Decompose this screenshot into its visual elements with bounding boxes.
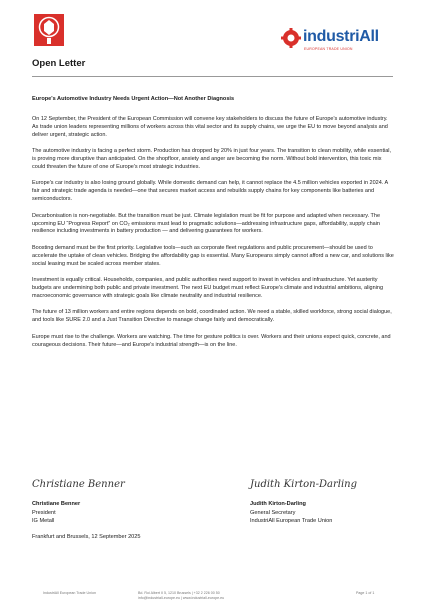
signatory-name: Judith Kirton-Darling (250, 501, 306, 507)
paragraph: Investment is equally critical. Households, companies, and public authorities need support to invest in vehicles and infrastructure. Yet austerity budgets are undermining both public and private investment. The next EU budget must reflect Europe's climate and industrial ambitions, aligning macroeconomic governance with strategic goals like climate neutrality and industrial resilience. (32, 277, 384, 299)
paragraph: Europe's car industry is also losing ground globally. While domestic demand can help, it cannot replace the 4.5 million vehicles exported in 2024. A fair and strategic trade agenda is needed—one that secures market access and rebuilds supply chains for key components like batteries and semiconductors. (32, 180, 388, 203)
paragraph: The automotive industry is facing a perfect storm. Production has dropped by 20% in just four years. The transition to clean mobility, while essential, is proving more disruptive than anticipated. On the shopfloor, anxiety and anger are becoming the norm. Without bold intervention, this toxic mix could threaten the future of one of Europe's most strategic industries. (32, 148, 392, 171)
industriall-tagline: EUROPEAN TRADE UNION (304, 47, 353, 51)
signatory-block-kirton-darling (250, 500, 332, 526)
ig-metall-logo (34, 14, 64, 46)
signatory-title: General Secretary (250, 509, 296, 516)
industriall-wordmark: industriAll (303, 28, 379, 45)
industriall-logo (281, 26, 401, 52)
footer-contact-line: info@industriall-europe.eu | www.industriall-europe.eu (138, 596, 225, 600)
letter-subject: Europe's Automotive Industry Needs Urgent Action—Not Another Diagnosis (32, 96, 235, 102)
page-footer (0, 591, 425, 600)
paragraph: Boosting demand must be the first priority. Legislative tools—such as corporate fleet regulations and public procurement—should be used to accelerate the uptake of clean vehicles. Bridging the affordability gap is essential. Many Europeans simply cannot afford a new car, and solutions like social leasing must be scaled across member states. (32, 244, 394, 267)
header-divider (32, 76, 393, 77)
signature-benner: Christiane Benner (32, 479, 125, 490)
signatory-org: IndustriAll European Trade Union (250, 518, 333, 525)
paragraph: The future of 13 million workers and entire regions depends on bold, coordinated action. We need a stable, skilled workforce, strong social dialogue, and tools like SURE 2.0 and a Just Transition Directive to manage change fairly and democratically. (32, 309, 392, 324)
signature-kirton-darling: Judith Kirton-Darling (250, 479, 357, 490)
footer-org: IndustriAll European Trade Union (43, 591, 96, 595)
footer-page-number: Page 1 of 1 (356, 591, 375, 595)
signatory-block-benner (32, 500, 80, 526)
letter-body (32, 116, 394, 358)
place-and-date: Frankfurt and Brussels, 12 September 2025 (32, 534, 141, 540)
signatory-title: President (32, 509, 56, 516)
paragraph: On 12 September, the President of the European Commission will convene key stakeholders to discuss the future of Europe's automotive industry. As trade union leaders representing millions of workers across this vital sector and its supply chains, we urge the EU to move beyond analysis and deliver urgent, strategic action. (32, 116, 388, 138)
signatory-name: Christiane Benner (32, 501, 81, 507)
document-type-title: Open Letter (32, 58, 86, 69)
footer-address-line: Bd. Roi Albert II 5, 1210 Brussels | +32 2 226 00 50 (138, 591, 220, 595)
signatory-org: IG Metall (32, 518, 55, 525)
industriall-gear-icon (281, 28, 301, 48)
paragraph: Europe must rise to the challenge. Workers are watching. The time for gesture politics is over. Workers and their unions expect quick, concrete, and courageous decisions. Their future—and Europe's industrial strength—is on the line. (32, 333, 391, 348)
paragraph: Decarbonisation is non-negotiable. But the transition must be just. Climate legislation must be fit for purpose and adapted when necessary. The upcoming EU “Progress Report” on CO₂ emissions must lead to pragmatic solutions—addressing infrastructure gaps, affordability, supply chain resilience including investments in battery production — and delivering guarantees for workers. (32, 212, 381, 235)
